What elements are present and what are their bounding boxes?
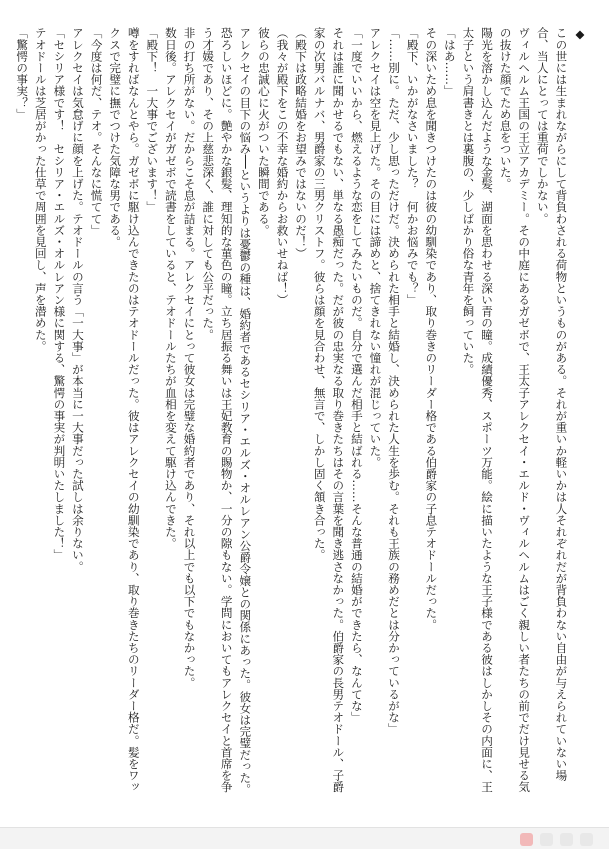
paragraph: 数日後。アレクセイがガゼボで読書をしていると、テオドールたちが血相を変えて駆け込んできた。 xyxy=(163,27,178,549)
paragraph: 「……別に。ただ、少し思っただけだ。決められた相手と結婚し、決められた人生を歩む。それも王族の務めだとは分かっているがな」 xyxy=(387,27,402,735)
page-icon[interactable] xyxy=(540,833,553,846)
vertical-text-body xyxy=(0,27,589,795)
paragraph: この世には生まれながらにして背負わされる荷物というものがある。それが重いか軽いかは人それぞれだが背負わない自由が与えられていない場合、当人にとっては重荷でしかない。 xyxy=(535,27,569,781)
paragraph: 彼らの忠誠心に火がついた瞬間である。 xyxy=(256,27,271,236)
paragraph: それは誰に聞かせるでもない、単なる愚痴だった。だが彼の忠実なる取り巻きたちはその言葉を聞き逃さなかった。伯爵家の長男テオドール、子爵家の次男バルナバ、男爵家の三男クリストフ。彼らは顔を見合わせ、無言で、しかし固く頷き合った。 xyxy=(312,27,346,793)
paragraph: テオドールは芝居がかった仕草で周囲を見回し、声を潜めた。 xyxy=(33,27,48,352)
paragraph: 「今度は何だ、テオ。そんなに慌てて」 xyxy=(89,27,104,236)
paragraph: 陽光を溶かし込んだような金髪、湖面を思わせる深い青の瞳。成績優秀、スポーツ万能。絵に描いたような王子様である彼はしかしその内面に、王太子という肩書きとは裏腹の、少しばかり俗な青年を飼っていた。 xyxy=(461,27,495,793)
paragraph: （我々が殿下をこの不幸な婚約からお救いせねば！） xyxy=(275,27,290,306)
paragraph: 「殿下、いかがなさいました？ 何かお悩みでも？」 xyxy=(405,27,420,306)
paragraph: 「一度でいいから、燃えるような恋をしてみたいものだ。自分で選んだ相手と結ばれる……そんな普通の結婚ができたら、なんてな」 xyxy=(349,27,364,723)
paragraph: 噂をすればなんとやら。ガゼボに駆け込んできたのはテオドールだった。彼はアレクセイの幼馴染であり、取り巻きたちのリーダー格だ。髪をワックスで完璧に撫でつけた気障な男である。 xyxy=(108,27,141,793)
paragraph: 非の打ち所がない。だからこそ息が詰まる。アレクセイにとって彼女は完璧な婚約者であり、それ以上でも以下でもなかった。 xyxy=(182,27,197,689)
section-mark: ◆ xyxy=(573,27,587,41)
paragraph: 「セシリア様です！ セシリア・エルズ・オルレアン様に関する、驚愕の事実が判明いたしました！」 xyxy=(52,27,67,561)
paragraph: アレクセイは気怠げに顔を上げた。テオドールの言う「一大事」が本当に一大事だった試しは余りない。 xyxy=(70,27,85,573)
paragraph: アレクセイは空を見上げた。その目には諦めと、捨てきれない憧れが混じっていた。 xyxy=(368,27,383,468)
paragraph: （殿下は政略結婚をお望みではないのだ！） xyxy=(294,27,309,259)
paragraph: ヴィルヘルム王国の王立アカデミー。その中庭にあるガゼボで、王太子アレクセイ・エルド・ヴィルヘルムはごく親しい者たちの前でだけ見せる気の抜けた顔でため息をついた。 xyxy=(498,27,532,793)
settings-icon[interactable] xyxy=(580,833,593,846)
paragraph: 「殿下！ 一大事でございます！」 xyxy=(145,27,160,213)
paragraph: その深いため息を聞きつけたのは彼の幼馴染であり、取り巻きのリーダー格である伯爵家の子息テオドールだった。 xyxy=(424,27,439,631)
bookmark-icon[interactable] xyxy=(520,833,533,846)
menu-icon[interactable] xyxy=(560,833,573,846)
paragraph: 「はあ……」 xyxy=(442,27,457,97)
reader-toolbar xyxy=(0,827,609,849)
paragraph: アレクセイの目下の悩み──というよりは憂鬱の種は、婚約者であるセシリア・エルズ・オルレアン公爵令嬢との関係にあった。彼女は完璧だった。恐ろしいほどに。艶やかな銀髪、理知的な菫色の瞳。立ち居振る舞いは王妃教育の賜物か、一分の隙もない。学問においてもアレクセイと首席を争う才媛であり、その上慈悲深く、誰に対しても公平だった。 xyxy=(201,27,253,795)
paragraph: 「驚愕の事実？」 xyxy=(15,27,30,120)
